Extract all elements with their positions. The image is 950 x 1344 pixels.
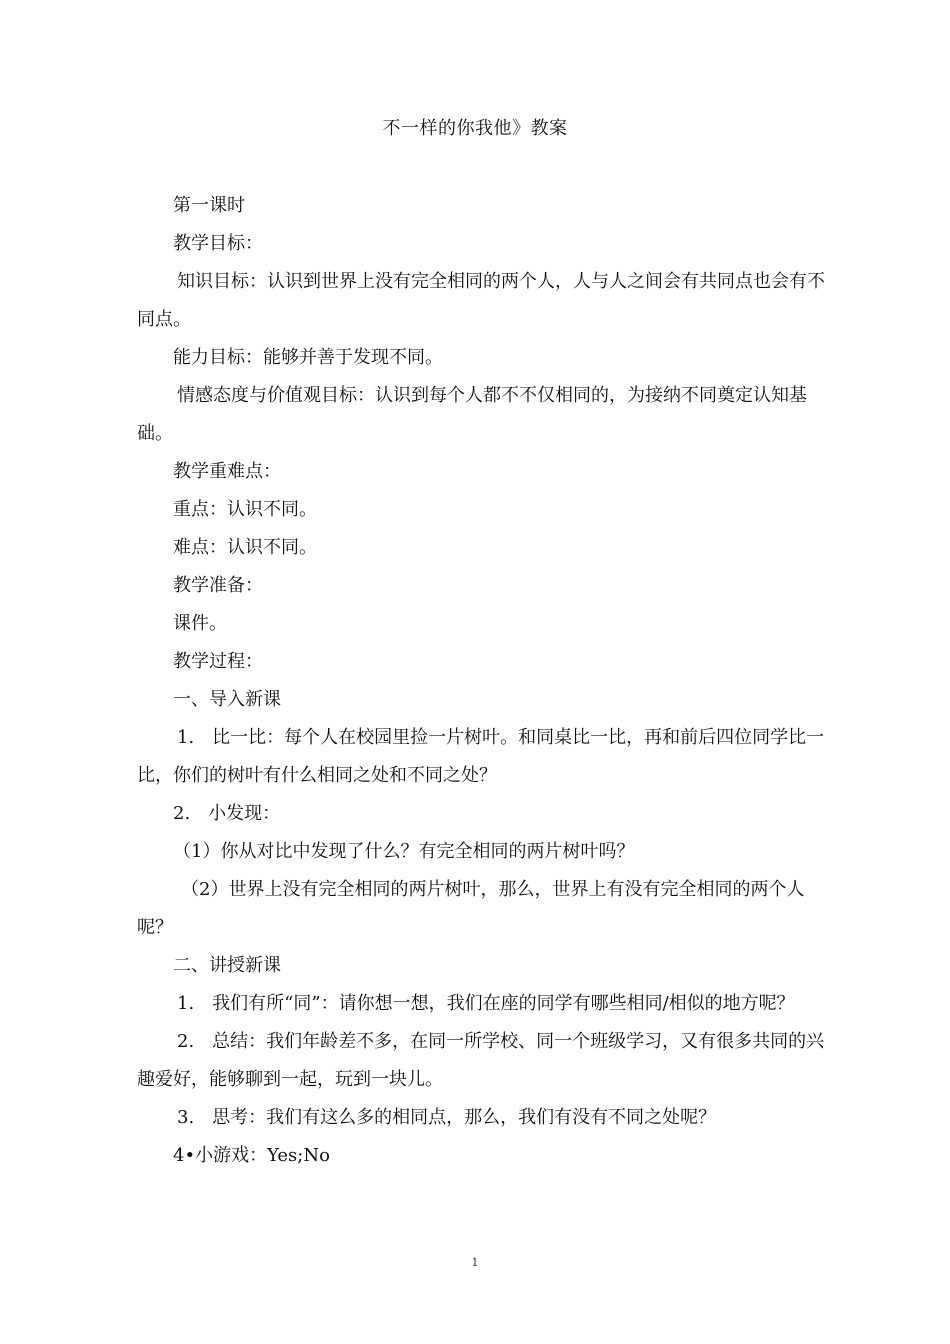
activity-discovery: 2. 小发现： xyxy=(173,803,281,824)
difficult-point: 难点：认识不同。 xyxy=(173,537,317,558)
activity-reflection: 3. 思考：我们有这么多的相同点，那么，我们有没有不同之处呢？ xyxy=(177,1107,717,1128)
preparation-item: 课件。 xyxy=(173,613,227,634)
key-point: 重点：认识不同。 xyxy=(173,499,317,520)
question-one: （1）你从对比中发现了什么？有完全相同的两片树叶吗？ xyxy=(173,841,635,862)
activity-game: 4•小游戏：Yes;No xyxy=(173,1145,330,1166)
section-heading-key-points: 教学重难点： xyxy=(173,461,281,482)
document-title: 不一样的你我他》教案 xyxy=(382,118,568,139)
lesson-period: 第一课时 xyxy=(173,195,245,216)
knowledge-objective: 知识目标：认识到世界上没有完全相同的两个人，人与人之间会有共同点也会有不同点。 xyxy=(137,271,825,330)
part-one-heading: 一、导入新课 xyxy=(173,689,281,710)
activity-summary: 2. 总结：我们年龄差不多，在同一所学校、同一个班级学习，又有很多共同的兴趣爱好，能够聊到一起，玩到一块儿。 xyxy=(137,1031,825,1090)
page-number: 1 xyxy=(471,1256,479,1269)
activity-compare: 1. 比一比：每个人在校园里捡一片树叶。和同桌比一比，再和前后四位同学比一比，你们的树叶有什么相同之处和不同之处？ xyxy=(137,727,825,786)
attitude-objective: 情感态度与价值观目标：认识到每个人都不不仅相同的，为接纳不同奠定认知基础。 xyxy=(137,385,807,444)
ability-objective: 能力目标：能够并善于发现不同。 xyxy=(173,347,443,368)
section-heading-process: 教学过程： xyxy=(173,651,263,672)
document-body xyxy=(137,187,827,1175)
activity-similarities: 1. 我们有所“同”：请你想一想，我们在座的同学有哪些相同/相似的地方呢？ xyxy=(177,993,795,1014)
question-two: （2）世界上没有完全相同的两片树叶，那么，世界上有没有完全相同的两个人呢？ xyxy=(137,879,805,938)
section-heading-preparation: 教学准备： xyxy=(173,575,263,596)
section-heading-objectives: 教学目标： xyxy=(173,233,263,254)
part-two-heading: 二、讲授新课 xyxy=(173,955,281,976)
